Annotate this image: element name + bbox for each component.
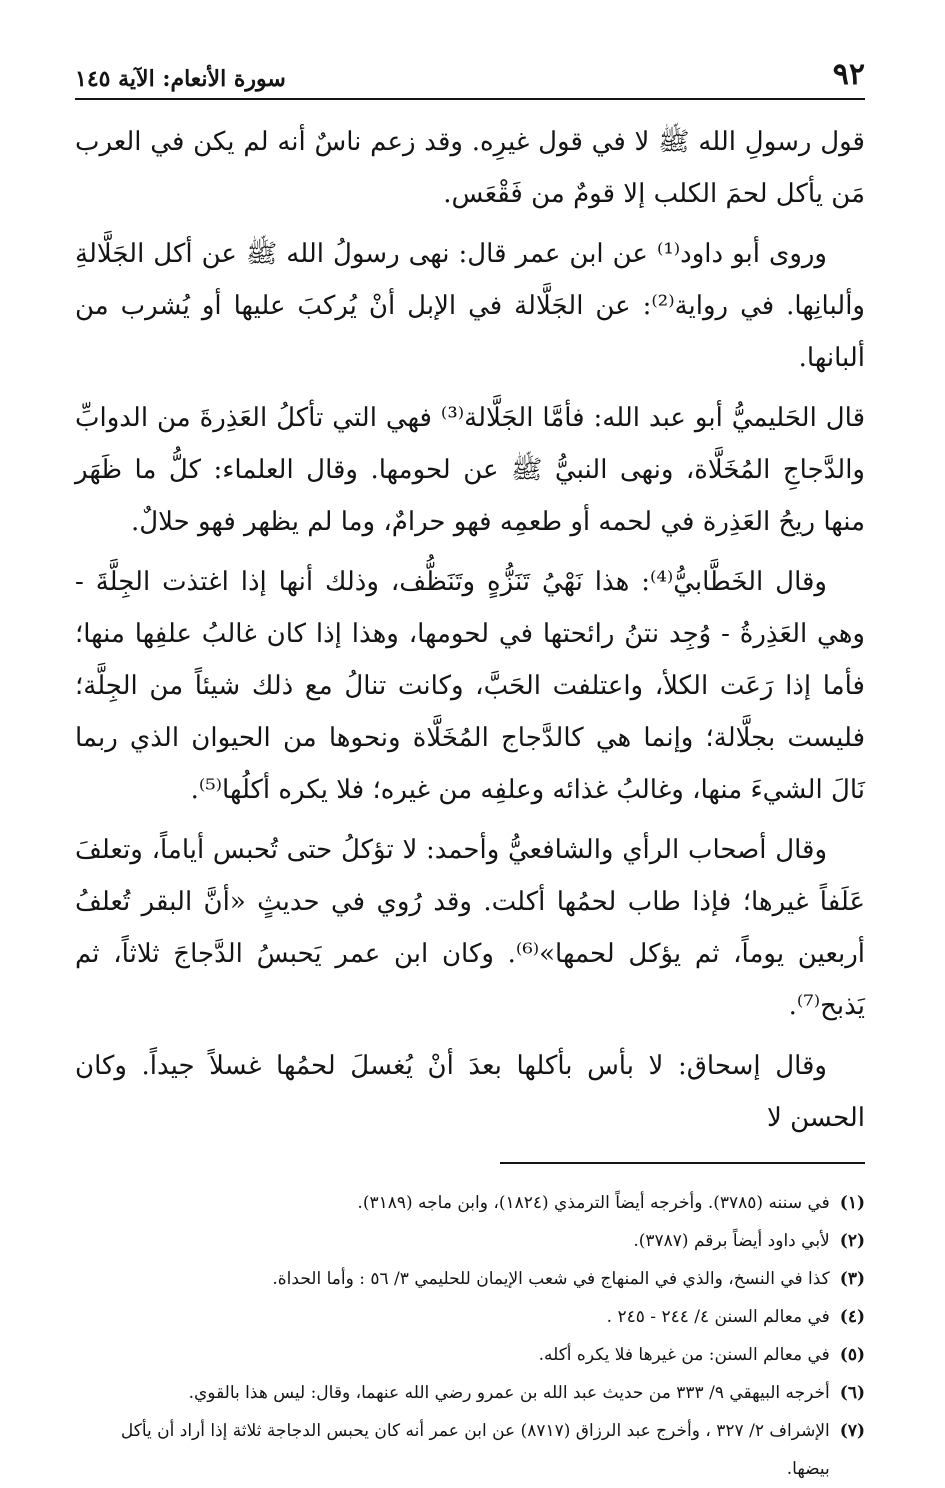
footnote-text: في معالم السنن: من غيرها فلا يكره أكله. — [538, 1345, 830, 1365]
footnote — [75, 1184, 865, 1222]
footnote-text: في سننه (٣٧٨٥). وأخرجه أيضاً الترمذي (١٨٢٤)، وابن ماجه (٣١٨٩). — [357, 1193, 830, 1213]
footnote-separator — [500, 1162, 865, 1164]
footnote-number: (٤) — [839, 1307, 865, 1327]
footnote — [75, 1298, 865, 1336]
paragraph: وقال أصحاب الرأي والشافعيُّ وأحمد: لا تؤكلُ حتى تُحبس أياماً، وتعلفَ عَلَفاً غيرها؛ فإذا طاب لحمُها أكلت. وقد رُوي في حديثٍ «أنَّ البقر تُعلفُ أربعين يوماً، ثم يؤكل لحمها»⁽⁶⁾. وكان ابن عمر يَحبسُ الدَّجاجَ ثلاثاً، ثم يَذبح⁽⁷⁾. — [75, 835, 865, 1021]
footnote — [75, 1222, 865, 1260]
footnote-number: (٣) — [839, 1269, 865, 1289]
paragraph: قال الحَليميُّ أبو عبد الله: فأمَّا الجَلَّالة⁽³⁾ فهي التي تأكلُ العَذِرةَ من الدوابِّ والدَّجاجِ المُخَلَّاة، ونهى النبيُّ ﷺ عن لحومها. وقال العلماء: كلُّ ما ظَهَر منها ريحُ العَذِرة في لحمه أو طعمِه فهو حرامٌ، وما لم يظهر فهو حلالٌ. — [75, 403, 866, 537]
footnote-text: الإشراف ٢/ ٣٢٧ ، وأخرج عبد الرزاق (٨٧١٧) عن ابن عمر أنه كان يحبس الدجاجة ثلاثة إذا أراد أن يأكل بيضها. — [120, 1421, 830, 1479]
footnote — [75, 1260, 865, 1298]
footnotes — [75, 1184, 865, 1488]
footnote-number: (٥) — [839, 1345, 865, 1365]
paragraph: وقال الخَطَّابيُّ⁽⁴⁾: هذا نَهْيُ تَنَزُّهٍ وتَنَظُّف، وذلك أنها إذا اغتذت الجِلَّةَ - وهي العَذِرةُ - وُجِد نتنُ رائحتها في لحومها، وهذا إذا كان غالبُ علفِها منها؛ فأما إذا رَعَت الكلأ، واعتلفت الحَبَّ، وكانت تنالُ مع ذلك شيئاً من الجِلَّة؛ فليست بجلَّالة؛ وإنما هي كالدَّجاج المُخَلَّاة ونحوها من الحيوان الذي ربما نَالَ الشيءَ منها، وغالبُ غذائه وعلفِه من غيره؛ فلا يكره أكلُها⁽⁵⁾. — [75, 567, 865, 805]
footnote-text: في معالم السنن ٤/ ٢٤٤ - ٢٤٥ . — [606, 1307, 830, 1327]
body-text — [75, 116, 865, 1144]
footnote-text: لأبي داود أيضاً برقم (٣٧٨٧). — [633, 1231, 830, 1251]
running-head — [75, 57, 865, 100]
footnote — [75, 1374, 865, 1412]
footnote-number: (٧) — [839, 1421, 865, 1441]
footnote — [75, 1336, 865, 1374]
footnote — [75, 1412, 865, 1488]
footnote-number: (٢) — [839, 1231, 865, 1251]
footnote-number: (٦) — [839, 1383, 865, 1403]
paragraph: قول رسولِ الله ﷺ لا في قول غيرِه. وقد زعم ناسٌ أنه لم يكن في العرب مَن يأكل لحمَ الكلب إلا قومٌ من فَقْعَس. — [75, 127, 865, 209]
footnote-text: كذا في النسخ، والذي في المنهاج في شعب الإيمان للحليمي ٣/ ٥٦ : وأما الحداة. — [272, 1269, 830, 1289]
footnote-number: (١) — [839, 1193, 865, 1213]
page-number: ٩٢ — [832, 57, 865, 92]
chapter-title: سورة الأنعام: الآية ١٤٥ — [75, 66, 286, 92]
footnote-text: أخرجه البيهقي ٩/ ٣٣٣ من حديث عبد الله بن عمرو رضي الله عنهما، وقال: ليس هذا بالقوي. — [188, 1383, 830, 1403]
paragraph: وروى أبو داود⁽¹⁾ عن ابن عمر قال: نهى رسولُ الله ﷺ عن أكل الجَلَّالةِ وألبانِها. في رواية⁽²⁾: عن الجَلَّالة في الإبل أنْ يُركبَ عليها أو يُشرب من ألبانها. — [75, 239, 865, 373]
paragraph: وقال إسحاق: لا بأس بأكلها بعدَ أنْ يُغسلَ لحمُها غسلاً جيداً. وكان الحسن لا — [75, 1051, 865, 1133]
